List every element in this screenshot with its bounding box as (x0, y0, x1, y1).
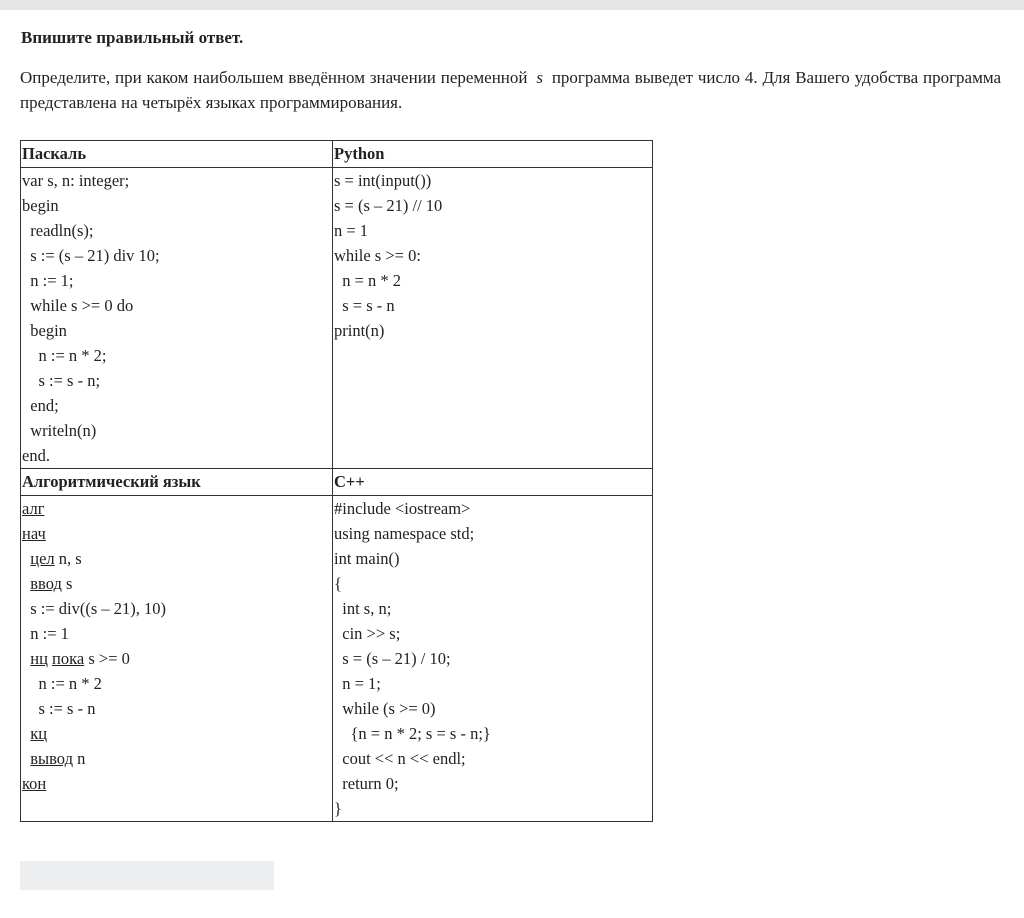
code-line (22, 721, 330, 746)
code-line (22, 646, 330, 671)
code-line: var s, n: integer; (22, 171, 130, 190)
code-line: n := n * 2; (22, 346, 107, 365)
code-line: n := 1; (22, 271, 74, 290)
answer-input[interactable] (20, 861, 274, 890)
python-header: Python (333, 141, 653, 168)
question-text (20, 65, 1001, 115)
code-line: cin >> s; (334, 624, 401, 643)
keyword: нач (22, 524, 46, 543)
code-line: begin (22, 196, 59, 215)
prompt-title: Впишите правильный ответ. (21, 28, 244, 47)
code-fragment (22, 649, 30, 668)
code-line: begin (22, 321, 67, 340)
code-line: n = n * 2 (334, 271, 402, 290)
question-text-before: Определите, при каком наибольшем введённом значении переменной (20, 68, 528, 87)
code-line (22, 571, 330, 596)
keyword: кц (30, 724, 48, 743)
code-line (22, 521, 330, 546)
code-line: end. (22, 446, 50, 465)
keyword: ввод (30, 574, 62, 593)
code-line: while s >= 0: (334, 246, 421, 265)
code-fragment: s >= 0 (84, 649, 130, 668)
pascal-header: Паскаль (21, 141, 333, 168)
cpp-code (333, 496, 653, 822)
keyword: пока (52, 649, 85, 668)
keyword: цел (30, 549, 55, 568)
python-code (333, 168, 653, 469)
code-line (22, 546, 330, 571)
code-line: while (s >= 0) (334, 699, 436, 718)
keyword: нц (30, 649, 48, 668)
code-fragment: n, s (54, 549, 82, 568)
code-fragment: s := div((s – 21), 10) (22, 599, 167, 618)
code-line: #include <iostream> (334, 499, 471, 518)
code-line: readln(s); (22, 221, 94, 240)
code-table (20, 140, 653, 822)
code-fragment (22, 724, 30, 743)
code-fragment: n := 1 (22, 624, 69, 643)
code-line: int s, n; (334, 599, 392, 618)
pascal-code (21, 168, 333, 469)
code-fragment: n := n * 2 (22, 674, 102, 693)
code-fragment (22, 574, 30, 593)
code-line: using namespace std; (334, 524, 475, 543)
code-fragment (22, 549, 30, 568)
code-line: s = s - n (334, 296, 395, 315)
top-bar (0, 0, 1024, 10)
code-line (22, 746, 330, 771)
alg-code (21, 496, 333, 822)
code-line (22, 596, 330, 621)
code-line: s = int(input()) (334, 171, 432, 190)
code-line: {n = n * 2; s = s - n;} (334, 724, 491, 743)
keyword: алг (22, 499, 45, 518)
question-text-after: программа выведет число 4. Для Вашего удобства программа представлена на четырёх языках программирования. (20, 68, 1002, 112)
code-line: { (334, 574, 342, 593)
code-line (22, 671, 330, 696)
code-line: s := (s – 21) div 10; (22, 246, 160, 265)
code-fragment: s (61, 574, 73, 593)
keyword: кон (22, 774, 47, 793)
code-line: n = 1; (334, 674, 381, 693)
code-fragment: n (72, 749, 86, 768)
code-line: end; (22, 396, 59, 415)
code-line: s := s - n; (22, 371, 101, 390)
code-line: s = (s – 21) / 10; (334, 649, 451, 668)
cpp-header: C++ (333, 469, 653, 496)
code-line: return 0; (334, 774, 399, 793)
keyword: вывод (30, 749, 73, 768)
alg-header: Алгоритмический язык (21, 469, 333, 496)
code-line: writeln(n) (22, 421, 97, 440)
code-line: cout << n << endl; (334, 749, 466, 768)
code-line (22, 696, 330, 721)
code-line: print(n) (334, 321, 385, 340)
code-line: n = 1 (334, 221, 369, 240)
code-line: while s >= 0 do (22, 296, 134, 315)
code-line: s = (s – 21) // 10 (334, 196, 443, 215)
code-line: } (334, 799, 342, 818)
code-line (22, 621, 330, 646)
question-variable: s (536, 68, 543, 87)
code-line (22, 496, 330, 521)
code-line (22, 771, 330, 796)
code-fragment: s := s - n (22, 699, 96, 718)
code-fragment (22, 749, 30, 768)
code-line: int main() (334, 549, 400, 568)
